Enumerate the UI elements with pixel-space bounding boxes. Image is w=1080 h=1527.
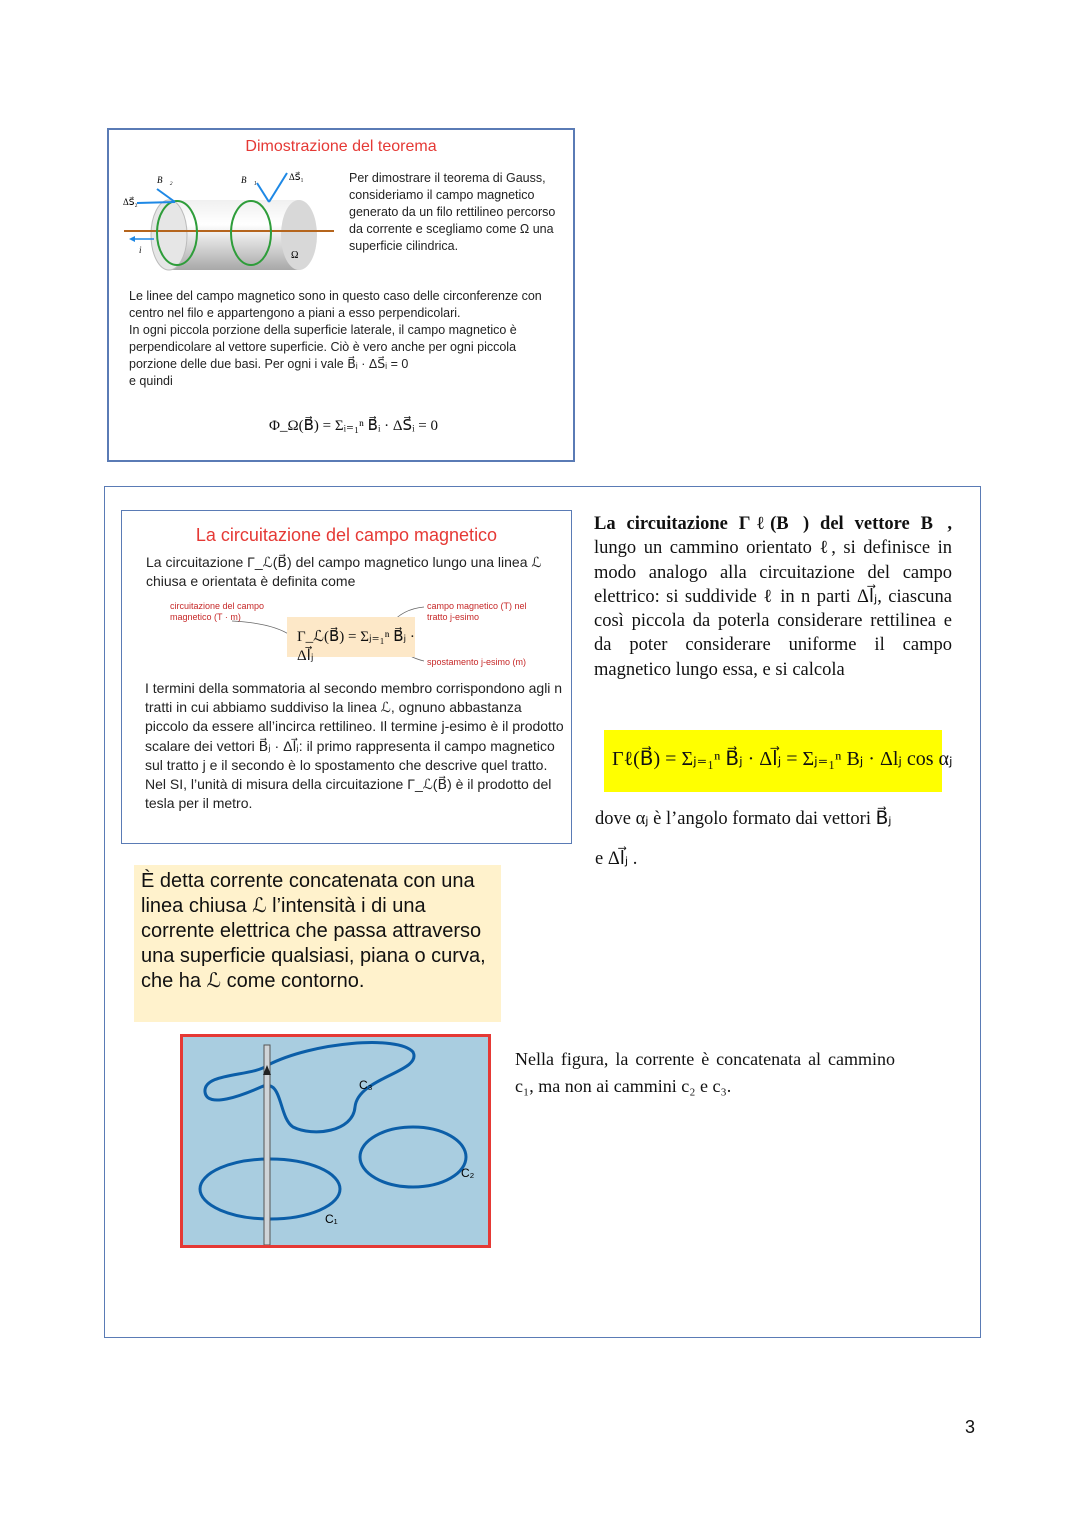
paragraph: Le linee del campo magnetico sono in questo caso delle circonferenze con centro nel filo e appartengono a piani a esso perpendicolari.	[129, 289, 542, 320]
definition-heading: La circuitazione Γℓ(B⃗) del vettore B⃗,	[594, 514, 952, 534]
definition-text: La circuitazione Γ_ℒ(B⃗) del campo magnetico lungo una linea ℒ chiusa e orientata è definita come	[146, 554, 542, 589]
slide-title: Dimostrazione del teorema	[245, 138, 437, 155]
loops-figure	[180, 1034, 491, 1248]
highlighted-formula-box	[604, 730, 953, 792]
slide-gauss-demo	[107, 128, 575, 462]
label-c2: C₂	[461, 1166, 475, 1180]
slide-circulation	[121, 510, 572, 844]
label-field: campo magnetico (T) nel tratto j-esimo	[427, 601, 527, 622]
circulation-formula-box	[287, 617, 415, 664]
vector-b1	[257, 183, 269, 202]
angle-explanation	[595, 799, 955, 879]
label-displacement: spostamento j-esimo (m)	[427, 657, 527, 667]
label-b1: B⃗₁	[241, 175, 257, 185]
angle-line-1: dove αⱼ è l’angolo formato dai vettori B⃗ⱼ	[595, 809, 892, 829]
slide-title: La circuitazione del campo magnetico	[195, 525, 498, 545]
label-ds2: ΔS⃗₂	[123, 197, 138, 207]
paragraph: Nel SI, l’unità di misura della circuitazione Γ_ℒ(B⃗) è il prodotto del tesla per il metro.	[145, 776, 552, 812]
label-circulation: circuitazione del campo magnetico (T · m)	[170, 601, 265, 622]
note-text: È detta corrente concatenata con una linea chiusa ℒ l’intensità i di una corrente elettrica che passa attraverso una superficie qualsiasi, piana o curva, che ha ℒ come contorno.	[141, 870, 486, 992]
concatenated-current-note	[134, 865, 501, 1022]
paragraph: In ogni piccola porzione della superficie laterale, il campo magnetico è perpendicolare al vettore superficie. Ciò è vero anche per ogni piccola porzione delle due basi. Per ogni i vale B⃗ᵢ · ΔS⃗ᵢ = 0	[129, 323, 517, 371]
paragraph: I termini della sommatoria al secondo membro corrispondono agli n tratti in cui abbiamo suddiviso la linea ℒ, ognuno abbastanza piccolo da essere all’incirca rettilineo. Il termine j-esimo è il prodotto scalare dei vettori B⃗ⱼ · Δl⃗ⱼ: il primo rappresenta il campo magnetico sul tratto j e il secondo è lo spostamento che descrive quel tratto.	[145, 680, 564, 773]
label-i: i	[139, 245, 142, 255]
connector-left	[232, 621, 290, 635]
cylinder-figure	[119, 165, 344, 275]
label-c3: C₃	[359, 1078, 373, 1092]
definition-body: lungo un cammino orientato ℓ, si definisce in modo analogo alla circuitazione del campo elettrico: si suddivide ℓ in n parti Δl⃗ⱼ, ciascuna così piccola da poterla considerare rettilinea e da poter considerare uniforme il campo magnetico lungo essa, e si calcola	[594, 538, 952, 680]
label-c1: C₁	[325, 1212, 338, 1226]
loops-diagram	[183, 1037, 488, 1245]
label-b2: B⃗₂	[157, 175, 173, 185]
flux-formula: Φ_Ω(B⃗) = Σᵢ₌₁ⁿ B⃗ᵢ · ΔS⃗ᵢ = 0	[269, 418, 438, 434]
label-omega: Ω	[291, 250, 299, 261]
slide-body	[129, 288, 559, 390]
slide-body	[145, 679, 565, 813]
vector-ds1	[269, 173, 287, 202]
circulation-formula: Γ_ℒ(B⃗) = Σⱼ₌₁ⁿ B⃗ⱼ · Δl⃗ⱼ	[297, 629, 415, 664]
figure-caption: Nella figura, la corrente è concatenata al cammino c₁, ma non ai cammini c₂ e c₃.	[515, 1049, 895, 1096]
paragraph: e quindi	[129, 374, 173, 388]
vector-ds2	[137, 202, 175, 203]
angle-line-2: e Δl⃗ⱼ .	[595, 849, 638, 869]
intro-text: Per dimostrare il teorema di Gauss, consideriamo il campo magnetico generato da un filo rettilineo percorso da corrente e scegliamo come Ω una superficie cilindrica.	[349, 171, 556, 253]
cylinder-base-right	[281, 200, 317, 270]
circulation-definition-text	[594, 512, 952, 682]
page-number: 3	[965, 1417, 976, 1437]
highlighted-formula: Γℓ(B⃗) = Σⱼ₌₁ⁿ B⃗ⱼ · Δl⃗ⱼ = Σⱼ₌₁ⁿ Bⱼ · Δlⱼ cos αⱼ	[612, 748, 953, 770]
label-ds1: ΔS⃗₁	[289, 172, 304, 182]
current-arrow-head	[129, 236, 135, 242]
